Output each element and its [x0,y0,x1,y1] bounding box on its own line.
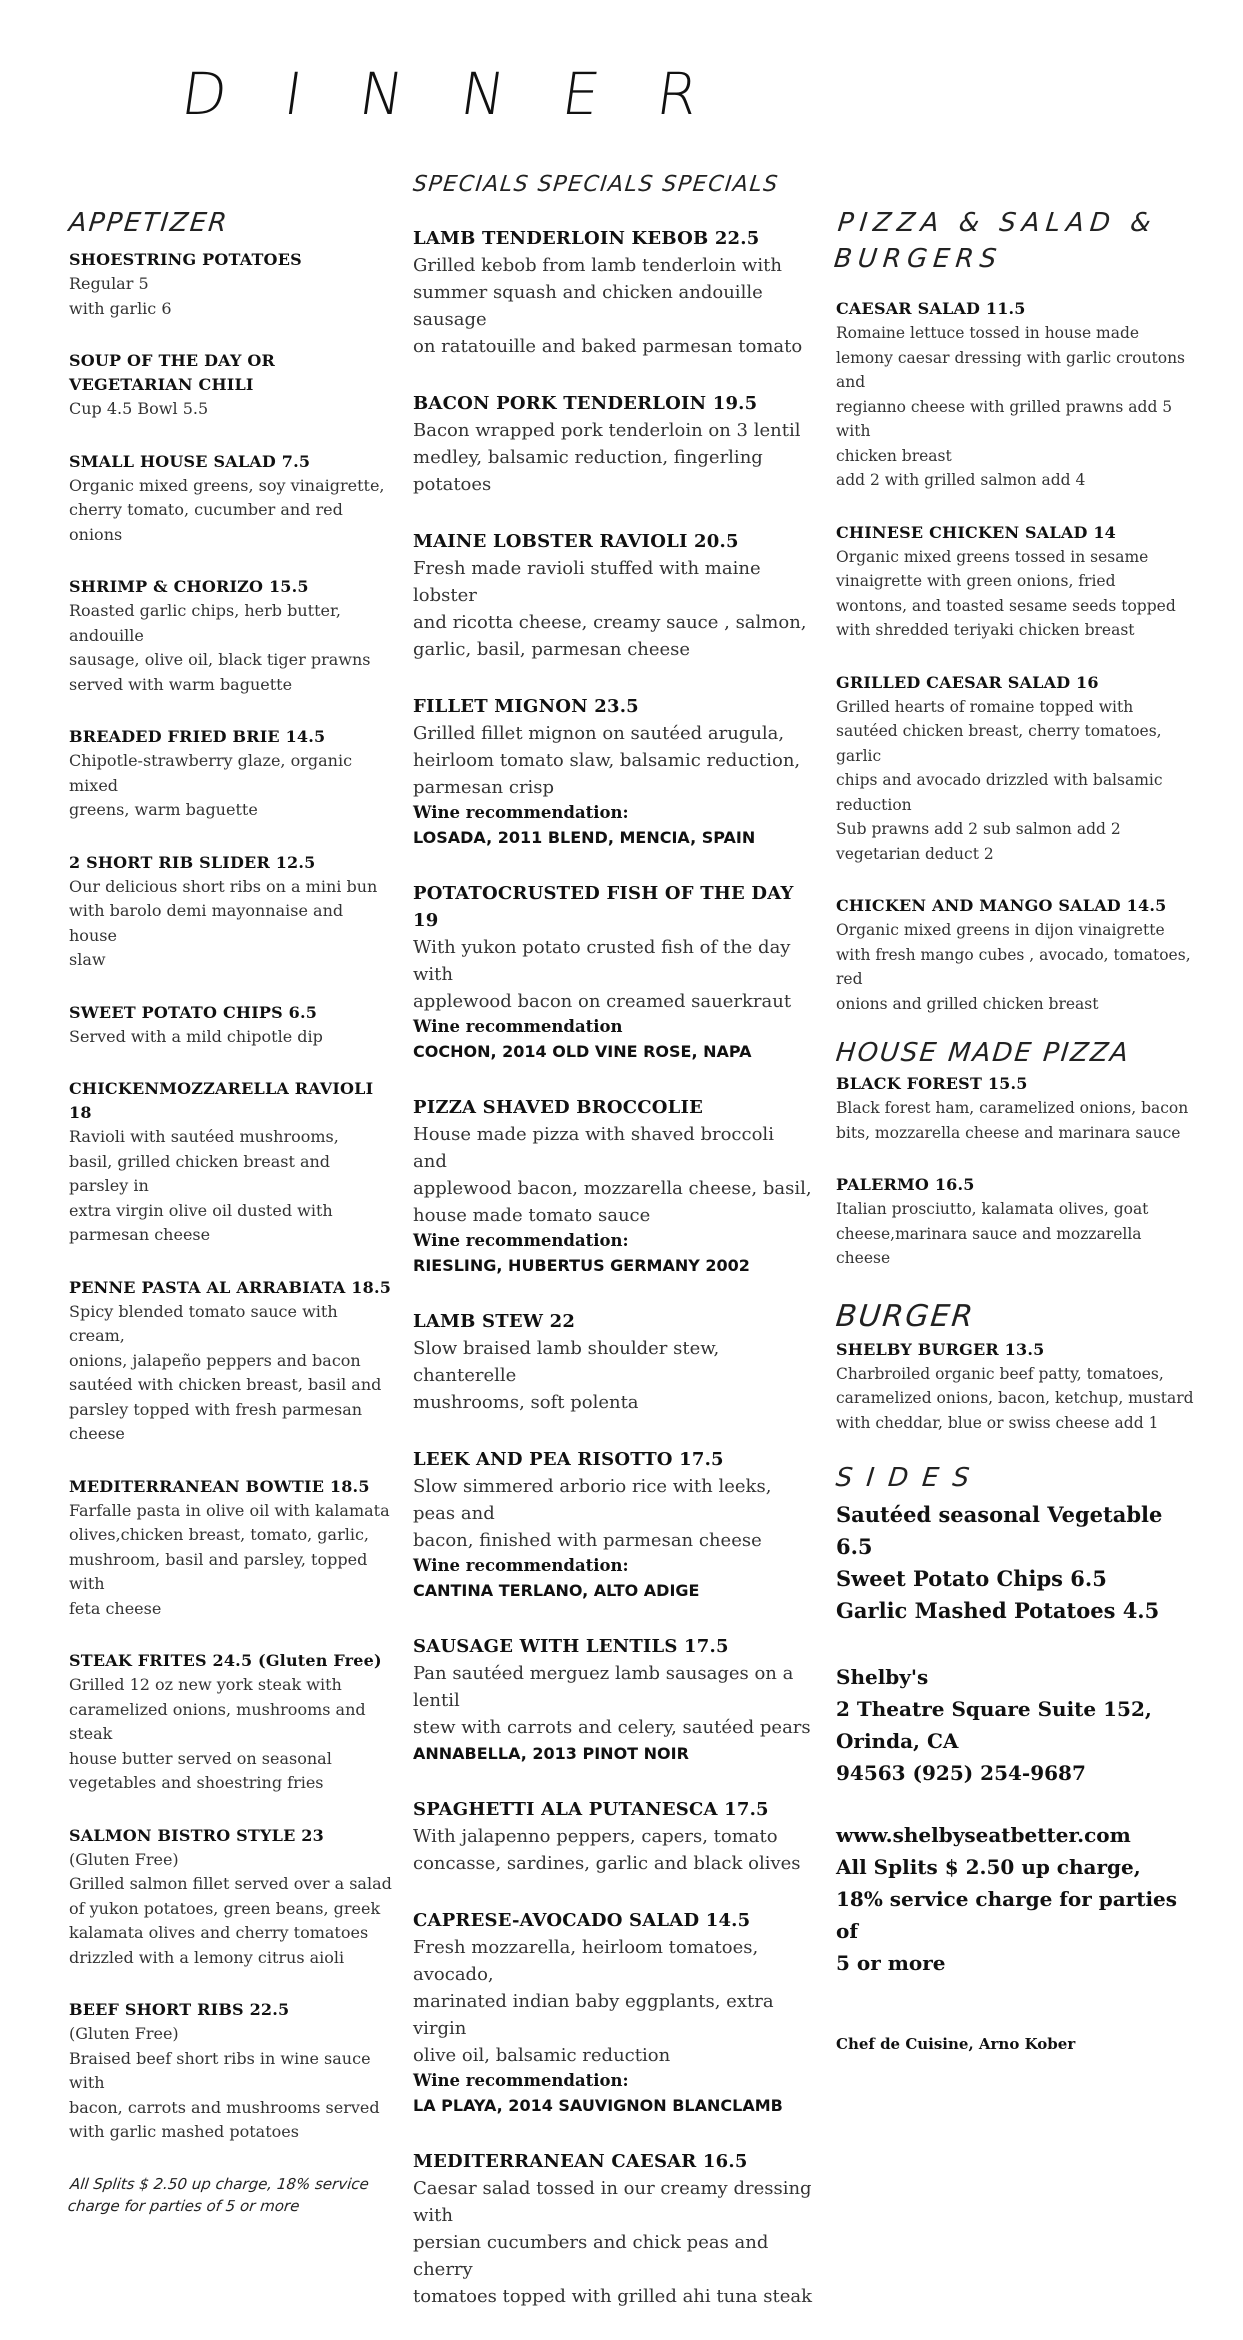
menu-item-title: MEDITERRANEAN BOWTIE 18.5 [69,1476,370,1496]
menu-item-title: SAUSAGE WITH LENTILS 17.5 [413,1636,729,1657]
wine-recommendation: RIESLING, HUBERTUS GERMANY 2002 [413,1256,750,1275]
pizza-salad-burger-column [832,205,1198,2053]
menu-item [69,1077,394,1248]
menu-item [69,725,394,823]
menu-item-description: Organic mixed greens tossed in sesame vinaigrette with green onions, fried wontons, and toasted sesame seeds topped with shredded teriyaki chicken breast [836,547,1176,639]
menu-item-description: Organic mixed greens in dijon vinaigrette with fresh mango cubes , avocado, tomatoes, red onions and grilled chicken breast [836,921,1191,1013]
info-line: 5 or more [836,1951,946,1975]
menu-item-title: BREADED FRIED BRIE 14.5 [69,727,326,746]
menu-item-description: Bacon wrapped pork tenderloin on 3 lentil medley, balsamic reduction, fingerling potatoes [413,420,801,495]
menu-item-title: LAMB TENDERLOIN KEBOB 22.5 [413,228,760,249]
menu-item-title: SWEET POTATO CHIPS 6.5 [69,1002,318,1022]
menu-item-title: PENNE PASTA AL ARRABIATA 18.5 [69,1277,392,1297]
menu-item-title: FILLET MIGNON 23.5 [413,696,639,717]
menu-item-title: CHICKEN AND MANGO SALAD 14.5 [836,896,1167,915]
menu-item [69,1276,394,1447]
menu-item-title: GRILLED CAESAR SALAD 16 [836,672,1099,692]
menu-item [413,225,813,360]
side-item: Sautéed seasonal Vegetable 6.5 [836,1502,1163,1559]
menu-item-title: BEEF SHORT RIBS 22.5 [69,2000,290,2019]
menu-item [69,851,394,973]
pizza-salad-burgers-heading: PIZZA & SALAD & BURGERS [832,208,1159,274]
menu-item-title: SMALL HOUSE SALAD 7.5 [69,451,311,471]
menu-item [69,575,394,697]
burger-list [836,1338,1198,1436]
menu-item-title: MAINE LOBSTER RAVIOLI 20.5 [413,531,739,552]
menu-item-title: LEEK AND PEA RISOTTO 17.5 [413,1449,724,1470]
menu-item [69,1824,394,1971]
menu-item-description: Pan sautéed merguez lamb sausages on a lentil stew with carrots and celery, sautéed pears [413,1663,811,1738]
specials-column [413,172,813,2340]
wine-recommendation-label: Wine recommendation: [413,1556,629,1575]
menu-item [836,671,1198,867]
menu-item [413,390,813,498]
menu-item [413,1633,813,1766]
page-title: DINNER [177,60,761,128]
menu-item-description: Fresh made ravioli stuffed with maine lobster and ricotta cheese, creamy sauce , salmon, garlic, basil, parmesan cheese [413,558,807,660]
menu-item-description: With yukon potato crusted fish of the day with applewood bacon on creamed sauerkraut [413,937,792,1012]
menu-item [836,1338,1198,1436]
menu-item [413,1308,813,1416]
menu-item [413,1094,813,1278]
appetizer-heading: APPETIZER [67,208,231,238]
menu-item-title: SHRIMP & CHORIZO 15.5 [69,577,309,596]
menu-item-title: PALERMO 16.5 [836,1175,975,1194]
address-line: Shelby's [836,1665,929,1689]
address-line: 2 Theatre Square Suite 152, [836,1697,1152,1721]
menu-item [69,1649,394,1796]
wine-recommendation: CANTINA TERLANO, ALTO ADIGE [413,1581,700,1600]
side-item: Sweet Potato Chips 6.5 [836,1566,1107,1591]
info-line: All Splits $ 2.50 up charge, [836,1855,1141,1879]
menu-item [413,693,813,850]
address-line: 94563 (925) 254-9687 [836,1761,1086,1785]
menu-item-description: Romaine lettuce tossed in house made lemony caesar dressing with garlic croutons and regianno cheese with grilled prawns add 5 with chicken breast add 2 with grilled salmon add 4 [836,324,1186,489]
menu-item [69,349,394,422]
menu-item-title: SPAGHETTI ALA PUTANESCA 17.5 [413,1799,769,1820]
menu-item [69,1998,394,2145]
pizza-list [836,1072,1198,1271]
specials-list [413,225,813,2310]
sides-heading: SIDES [834,1463,985,1493]
menu-item-title: CHICKENMOZZARELLA RAVIOLI 18 [69,1079,374,1122]
salad-list [836,297,1198,1016]
menu-item-title: SALMON BISTRO STYLE 23 [69,1825,324,1845]
menu-item [69,450,394,548]
menu-item-description: Ravioli with sautéed mushrooms, basil, grilled chicken breast and parsley in extra virgin olive oil dusted with parmesan cheese [69,1127,339,1244]
menu-item-title: SOUP OF THE DAY OR VEGETARIAN CHILI [69,351,276,394]
menu-item [836,1072,1198,1145]
menu-item-title: SHELBY BURGER 13.5 [836,1339,1045,1359]
menu-item-description: Grilled kebob from lamb tenderloin with summer squash and chicken andouille sausage on ratatouille and baked parmesan tomato [413,255,803,357]
menu-item-description: Fresh mozzarella, heirloom tomatoes, avocado, marinated indian baby eggplants, extra virgin olive oil, balsamic reduction [413,1937,774,2066]
wine-recommendation-label: Wine recommendation: [413,1231,629,1250]
wine-recommendation: LA PLAYA, 2014 SAUVIGNON BLANCLAMB [413,2096,783,2115]
menu-item [413,2148,813,2310]
menu-item [69,248,394,321]
menu-item [69,1001,394,1050]
menu-item-description: Cup 4.5 Bowl 5.5 [69,399,209,418]
menu-item-description: Spicy blended tomato sauce with cream, onions, jalapeño peppers and bacon sautéed with chicken breast, basil and parsley topped with fresh parmesan cheese [69,1301,382,1443]
house-pizza-heading: HOUSE MADE PIZZA [834,1038,1132,1068]
menu-item-title: BLACK FOREST 15.5 [836,1074,1028,1093]
menu-item-description: Organic mixed greens, soy vinaigrette, cherry tomato, cucumber and red onions [69,475,385,544]
wine-recommendation-label: Wine recommendation: [413,2071,629,2090]
side-item: Garlic Mashed Potatoes 4.5 [836,1598,1160,1623]
menu-item-description: (Gluten Free) Grilled salmon fillet served over a salad of yukon potatoes, green beans, greek kalamata olives and cherry tomatoes drizzled with a lemony citrus aioli [69,1849,392,1967]
menu-item-title: BACON PORK TENDERLOIN 19.5 [413,393,758,414]
menu-item [413,880,813,1064]
sides-list [836,1499,1198,1627]
menu-item [836,521,1198,643]
menu-item-description: House made pizza with shaved broccoli and applewood bacon, mozzarella cheese, basil, house made tomato sauce [413,1124,812,1226]
menu-item-description: Grilled hearts of romaine topped with sautéed chicken breast, cherry tomatoes, garlic chips and avocado drizzled with balsamic reduction Sub prawns add 2 sub salmon add 2 vegetarian deduct 2 [836,697,1163,863]
menu-item-description: Roasted garlic chips, herb butter, andouille sausage, olive oil, black tiger prawns served with warm baguette [69,601,371,694]
menu-item-title: PIZZA SHAVED BROCCOLIE [413,1097,704,1118]
menu-item-title: CAPRESE-AVOCADO SALAD 14.5 [413,1910,751,1931]
wine-recommendation-label: Wine recommendation: [413,803,629,822]
wine-recommendation: LOSADA, 2011 BLEND, MENCIA, SPAIN [413,828,756,847]
menu-item [413,1907,813,2118]
menu-item-description: Served with a mild chipotle dip [69,1026,323,1046]
burger-heading: BURGER [834,1298,977,1334]
menu-item-title: POTATOCRUSTED FISH OF THE DAY 19 [413,883,794,931]
address-block [836,1661,1198,1789]
menu-item-description: Slow simmered arborio rice with leeks, peas and bacon, finished with parmesan cheese [413,1476,772,1551]
specials-heading: SPECIALS SPECIALS SPECIALS [411,172,781,197]
splits-note: All Splits $ 2.50 up charge, 18% service charge for parties of 5 or more [66,2174,370,2215]
chef-credit: Chef de Cuisine, Arno Kober [836,2035,1076,2053]
menu-item-title: STEAK FRITES 24.5 (Gluten Free) [69,1651,382,1670]
menu-item-title: 2 SHORT RIB SLIDER 12.5 [69,852,316,872]
wine-recommendation-label: Wine recommendation [413,1017,623,1036]
menu-item-description: Grilled fillet mignon on sautéed arugula, heirloom tomato slaw, balsamic reduction, parmesan crisp [413,723,801,798]
menu-item [413,528,813,663]
menu-item-title: LAMB STEW 22 [413,1311,576,1332]
menu-item [413,1446,813,1603]
menu-item [836,297,1198,493]
menu-item-description: Italian prosciutto, kalamata olives, goat cheese,marinara sauce and mozzarella cheese [836,1200,1149,1267]
menu-item-description: With jalapenno peppers, capers, tomato concasse, sardines, garlic and black olives [413,1826,801,1874]
appetizer-list [69,248,394,2145]
wine-recommendation: COCHON, 2014 OLD VINE ROSE, NAPA [413,1042,752,1061]
menu-item-description: Charbroiled organic beef patty, tomatoes, caramelized onions, bacon, ketchup, mustard with cheddar, blue or swiss cheese add 1 [836,1364,1194,1432]
menu-item-title: SHOESTRING POTATOES [69,250,302,269]
menu-item-description: Black forest ham, caramelized onions, bacon bits, mozzarella cheese and marinara sauce [836,1099,1189,1142]
menu-item-description: Caesar salad tossed in our creamy dressing with persian cucumbers and chick peas and cherry tomatoes topped with grilled ahi tuna steak [413,2178,813,2307]
menu-item [836,894,1198,1016]
menu-item-description: Farfalle pasta in olive oil with kalamata olives,chicken breast, tomato, garlic, mushroom, basil and parsley, topped with feta cheese [69,1500,390,1618]
menu-item [69,1475,394,1622]
appetizer-column [66,208,394,2217]
wine-recommendation: ANNABELLA, 2013 PINOT NOIR [413,1744,689,1763]
menu-item [413,1796,813,1877]
menu-item-description: Regular 5 with garlic 6 [69,274,172,318]
info-line: www.shelbyseatbetter.com [836,1823,1131,1847]
menu-item-title: MEDITERRANEAN CAESAR 16.5 [413,2151,748,2172]
menu-item-description: Our delicious short ribs on a mini bun with barolo demi mayonnaise and house slaw [69,876,378,969]
menu-item-title: CAESAR SALAD 11.5 [836,299,1026,318]
menu-item-description: Chipotle-strawberry glaze, organic mixed greens, warm baguette [69,751,353,819]
menu-item-description: Slow braised lamb shoulder stew, chanterelle mushrooms, soft polenta [413,1338,720,1413]
menu-item-title: CHINESE CHICKEN SALAD 14 [836,522,1116,542]
menu-item [836,1173,1198,1271]
menu-item-description: Grilled 12 oz new york steak with caramelized onions, mushrooms and steak house butter served on seasonal vegetables and shoestring fries [69,1675,366,1792]
menu-item-description: (Gluten Free) Braised beef short ribs in wine sauce with bacon, carrots and mushrooms served with garlic mashed potatoes [69,2024,380,2141]
address-line: Orinda, CA [836,1729,959,1753]
info-line: 18% service charge for parties of [836,1887,1178,1943]
info-block [836,1819,1198,1979]
